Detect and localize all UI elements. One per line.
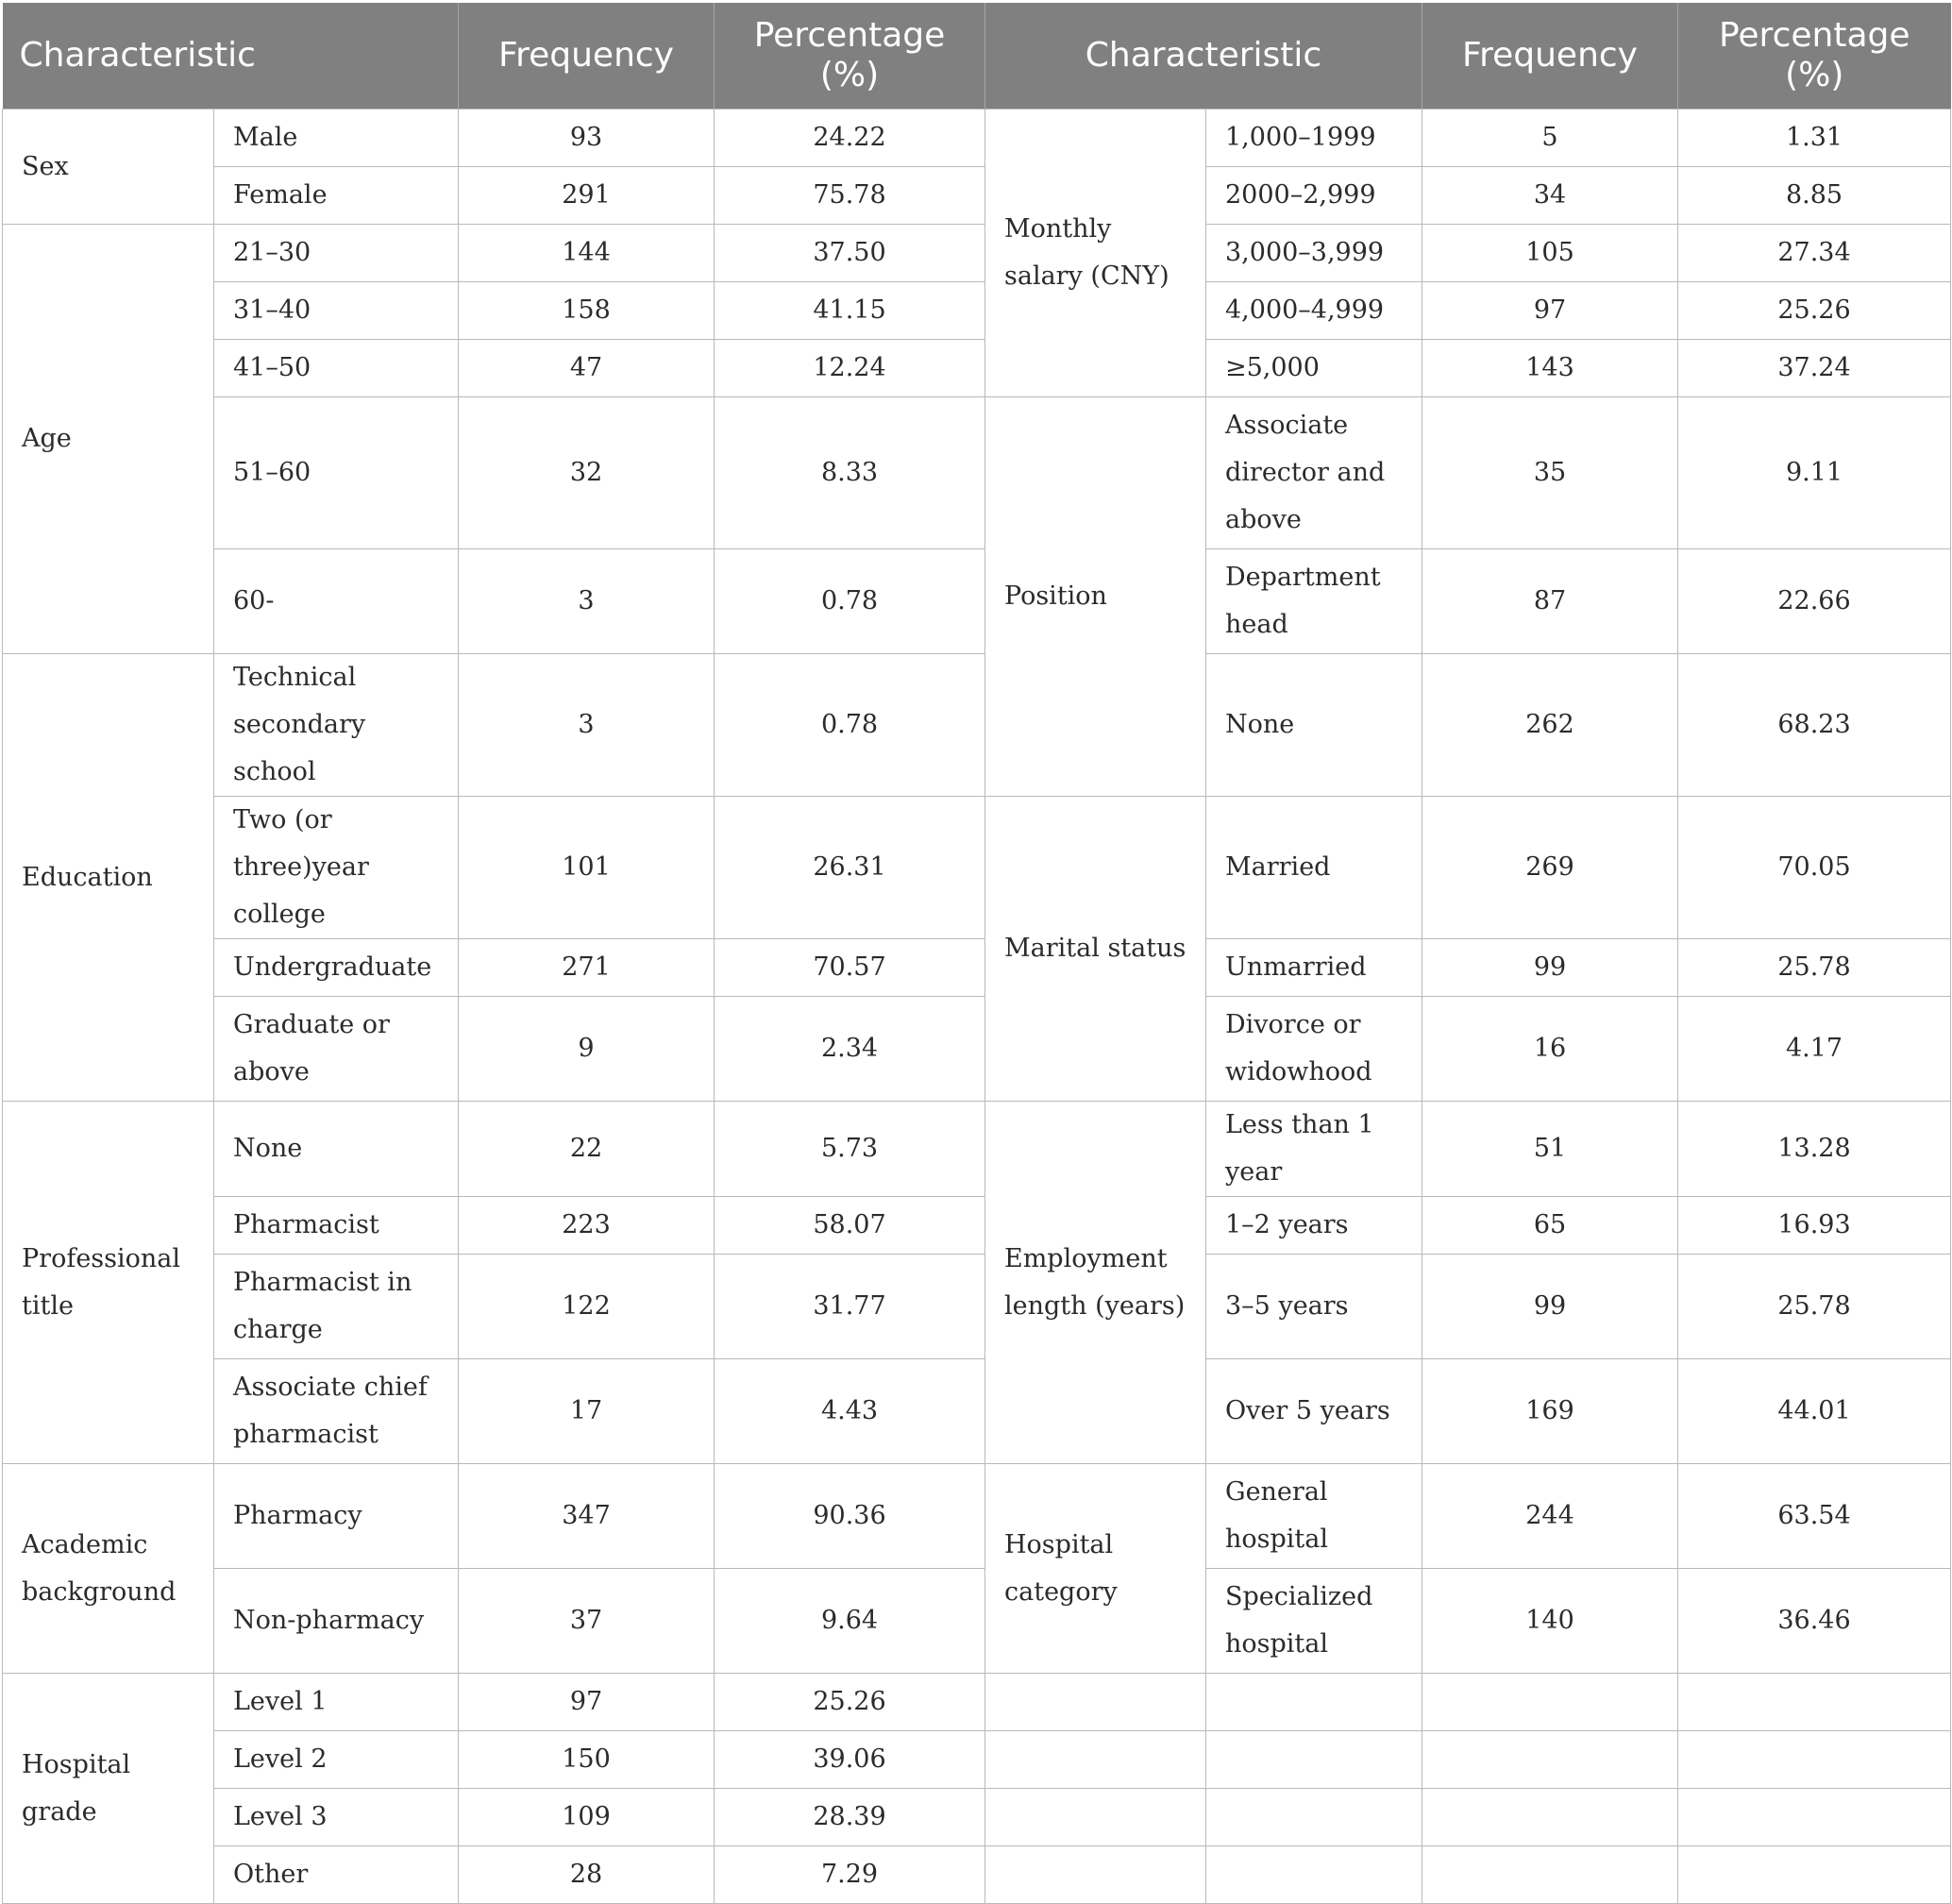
frequency-cell: 223 xyxy=(459,1197,715,1255)
sub-label: 41–50 xyxy=(214,340,459,397)
frequency-cell: 99 xyxy=(1422,939,1678,997)
frequency-cell: 93 xyxy=(459,110,715,167)
empty-cell xyxy=(1422,1846,1678,1904)
frequency-cell: 158 xyxy=(459,282,715,340)
percentage-cell: 41.15 xyxy=(715,282,985,340)
percentage-cell: 37.24 xyxy=(1678,340,1951,397)
header-percentage-right xyxy=(1678,3,1951,110)
table-row xyxy=(3,167,1951,225)
sub-label: 1,000–1999 xyxy=(1206,110,1422,167)
frequency-cell: 5 xyxy=(1422,110,1678,167)
empty-cell xyxy=(1206,1846,1422,1904)
category-position: Position xyxy=(985,397,1206,797)
frequency-cell: 22 xyxy=(459,1102,715,1197)
frequency-cell: 269 xyxy=(1422,797,1678,939)
table-row xyxy=(3,282,1951,340)
percentage-cell: 12.24 xyxy=(715,340,985,397)
percentage-cell: 9.11 xyxy=(1678,397,1951,549)
header-percentage-line2: (%) xyxy=(819,56,880,94)
sub-label: Undergraduate xyxy=(214,939,459,997)
percentage-cell: 4.17 xyxy=(1678,997,1951,1102)
sub-label: Female xyxy=(214,167,459,225)
table-row xyxy=(3,1731,1951,1789)
sub-label: Male xyxy=(214,110,459,167)
frequency-cell: 262 xyxy=(1422,654,1678,797)
frequency-cell: 101 xyxy=(459,797,715,939)
header-characteristic-right: Characteristic xyxy=(985,3,1422,110)
frequency-cell: 244 xyxy=(1422,1464,1678,1569)
sub-label: 2000–2,999 xyxy=(1206,167,1422,225)
frequency-cell: 169 xyxy=(1422,1359,1678,1464)
percentage-cell: 24.22 xyxy=(715,110,985,167)
percentage-cell: 68.23 xyxy=(1678,654,1951,797)
sub-label: Technical secondary school xyxy=(214,654,459,797)
percentage-cell: 0.78 xyxy=(715,549,985,654)
sub-label: Divorce or widowhood xyxy=(1206,997,1422,1102)
percentage-cell: 2.34 xyxy=(715,997,985,1102)
table-row xyxy=(3,654,1951,797)
frequency-cell: 17 xyxy=(459,1359,715,1464)
table-row xyxy=(3,1674,1951,1731)
header-percentage-right-line1: Percentage xyxy=(1718,16,1910,55)
category-academic-background: Academic background xyxy=(3,1464,214,1674)
empty-cell xyxy=(1678,1846,1951,1904)
table-row xyxy=(3,797,1951,939)
percentage-cell: 8.33 xyxy=(715,397,985,549)
table-row xyxy=(3,1464,1951,1569)
frequency-cell: 271 xyxy=(459,939,715,997)
sub-label: Unmarried xyxy=(1206,939,1422,997)
sub-label: 21–30 xyxy=(214,225,459,282)
frequency-cell: 37 xyxy=(459,1569,715,1674)
percentage-cell: 25.26 xyxy=(1678,282,1951,340)
percentage-cell: 70.57 xyxy=(715,939,985,997)
category-professional-title: Professional title xyxy=(3,1102,214,1464)
percentage-cell: 25.26 xyxy=(715,1674,985,1731)
sub-label: 51–60 xyxy=(214,397,459,549)
table-row xyxy=(3,397,1951,549)
sub-label: Other xyxy=(214,1846,459,1904)
percentage-cell: 63.54 xyxy=(1678,1464,1951,1569)
percentage-cell: 7.29 xyxy=(715,1846,985,1904)
sub-label: None xyxy=(214,1102,459,1197)
table-row xyxy=(3,549,1951,654)
empty-cell xyxy=(985,1789,1206,1846)
empty-cell xyxy=(1422,1674,1678,1731)
frequency-cell: 99 xyxy=(1422,1255,1678,1359)
frequency-cell: 34 xyxy=(1422,167,1678,225)
empty-cell xyxy=(1678,1731,1951,1789)
sub-label: Department head xyxy=(1206,549,1422,654)
percentage-cell: 70.05 xyxy=(1678,797,1951,939)
sub-label: Level 3 xyxy=(214,1789,459,1846)
percentage-cell: 44.01 xyxy=(1678,1359,1951,1464)
sub-label: Non-pharmacy xyxy=(214,1569,459,1674)
header-frequency-right: Frequency xyxy=(1422,3,1678,110)
sub-label: Married xyxy=(1206,797,1422,939)
sub-label: Level 2 xyxy=(214,1731,459,1789)
empty-cell xyxy=(985,1731,1206,1789)
category-employment-length: Employment length (years) xyxy=(985,1102,1206,1464)
percentage-cell: 37.50 xyxy=(715,225,985,282)
frequency-cell: 109 xyxy=(459,1789,715,1846)
empty-cell xyxy=(1206,1674,1422,1731)
empty-cell xyxy=(1206,1731,1422,1789)
sub-label: Less than 1 year xyxy=(1206,1102,1422,1197)
sub-label: Specialized hospital xyxy=(1206,1569,1422,1674)
sub-label: General hospital xyxy=(1206,1464,1422,1569)
sub-label: Pharmacy xyxy=(214,1464,459,1569)
frequency-cell: 140 xyxy=(1422,1569,1678,1674)
table-row xyxy=(3,1846,1951,1904)
percentage-cell: 13.28 xyxy=(1678,1102,1951,1197)
table-header xyxy=(3,3,1951,110)
frequency-cell: 143 xyxy=(1422,340,1678,397)
percentage-cell: 9.64 xyxy=(715,1569,985,1674)
category-sex: Sex xyxy=(3,110,214,225)
frequency-cell: 150 xyxy=(459,1731,715,1789)
frequency-cell: 97 xyxy=(1422,282,1678,340)
frequency-cell: 347 xyxy=(459,1464,715,1569)
table-row xyxy=(3,997,1951,1102)
header-characteristic: Characteristic xyxy=(3,3,459,110)
frequency-cell: 3 xyxy=(459,654,715,797)
table-row xyxy=(3,1102,1951,1197)
category-hospital-category: Hospital category xyxy=(985,1464,1206,1674)
table-row xyxy=(3,939,1951,997)
category-hospital-grade: Hospital grade xyxy=(3,1674,214,1904)
frequency-cell: 47 xyxy=(459,340,715,397)
sub-label: 31–40 xyxy=(214,282,459,340)
frequency-cell: 291 xyxy=(459,167,715,225)
frequency-cell: 97 xyxy=(459,1674,715,1731)
sub-label: 1–2 years xyxy=(1206,1197,1422,1255)
sub-label: Associate director and above xyxy=(1206,397,1422,549)
percentage-cell: 90.36 xyxy=(715,1464,985,1569)
empty-cell xyxy=(1206,1789,1422,1846)
header-percentage xyxy=(715,3,985,110)
frequency-cell: 35 xyxy=(1422,397,1678,549)
frequency-cell: 87 xyxy=(1422,549,1678,654)
sub-label: ≥5,000 xyxy=(1206,340,1422,397)
header-percentage-right-line2: (%) xyxy=(1785,56,1844,94)
empty-cell xyxy=(985,1846,1206,1904)
table-row xyxy=(3,225,1951,282)
percentage-cell: 28.39 xyxy=(715,1789,985,1846)
empty-cell xyxy=(1422,1789,1678,1846)
category-education: Education xyxy=(3,654,214,1102)
table-row xyxy=(3,110,1951,167)
sub-label: Level 1 xyxy=(214,1674,459,1731)
frequency-cell: 144 xyxy=(459,225,715,282)
percentage-cell: 25.78 xyxy=(1678,939,1951,997)
percentage-cell: 75.78 xyxy=(715,167,985,225)
sub-label: 3–5 years xyxy=(1206,1255,1422,1359)
percentage-cell: 26.31 xyxy=(715,797,985,939)
frequency-cell: 9 xyxy=(459,997,715,1102)
header-percentage-line1: Percentage xyxy=(753,16,946,55)
sub-label: Over 5 years xyxy=(1206,1359,1422,1464)
table-row xyxy=(3,1197,1951,1255)
frequency-cell: 105 xyxy=(1422,225,1678,282)
percentage-cell: 8.85 xyxy=(1678,167,1951,225)
sub-label: Two (or three)year college xyxy=(214,797,459,939)
percentage-cell: 25.78 xyxy=(1678,1255,1951,1359)
frequency-cell: 16 xyxy=(1422,997,1678,1102)
table-row xyxy=(3,340,1951,397)
table-row xyxy=(3,1569,1951,1674)
header-frequency: Frequency xyxy=(459,3,715,110)
table-row xyxy=(3,1359,1951,1464)
category-marital-status: Marital status xyxy=(985,797,1206,1102)
table-row xyxy=(3,1789,1951,1846)
percentage-cell: 31.77 xyxy=(715,1255,985,1359)
empty-cell xyxy=(1422,1731,1678,1789)
sub-label: 3,000–3,999 xyxy=(1206,225,1422,282)
empty-cell xyxy=(985,1674,1206,1731)
table-row xyxy=(3,1255,1951,1359)
percentage-cell: 22.66 xyxy=(1678,549,1951,654)
percentage-cell: 27.34 xyxy=(1678,225,1951,282)
percentage-cell: 39.06 xyxy=(715,1731,985,1789)
characteristics-table xyxy=(2,3,1951,1904)
frequency-cell: 28 xyxy=(459,1846,715,1904)
frequency-cell: 3 xyxy=(459,549,715,654)
percentage-cell: 16.93 xyxy=(1678,1197,1951,1255)
percentage-cell: 36.46 xyxy=(1678,1569,1951,1674)
frequency-cell: 65 xyxy=(1422,1197,1678,1255)
sub-label: Graduate or above xyxy=(214,997,459,1102)
sub-label: None xyxy=(1206,654,1422,797)
frequency-cell: 51 xyxy=(1422,1102,1678,1197)
percentage-cell: 0.78 xyxy=(715,654,985,797)
sub-label: Pharmacist in charge xyxy=(214,1255,459,1359)
frequency-cell: 122 xyxy=(459,1255,715,1359)
sub-label: Associate chief pharmacist xyxy=(214,1359,459,1464)
sub-label: 60- xyxy=(214,549,459,654)
sub-label: 4,000–4,999 xyxy=(1206,282,1422,340)
category-monthly-salary: Monthly salary (CNY) xyxy=(985,110,1206,397)
frequency-cell: 32 xyxy=(459,397,715,549)
percentage-cell: 5.73 xyxy=(715,1102,985,1197)
percentage-cell: 1.31 xyxy=(1678,110,1951,167)
percentage-cell: 58.07 xyxy=(715,1197,985,1255)
sub-label: Pharmacist xyxy=(214,1197,459,1255)
category-age: Age xyxy=(3,225,214,654)
empty-cell xyxy=(1678,1789,1951,1846)
percentage-cell: 4.43 xyxy=(715,1359,985,1464)
empty-cell xyxy=(1678,1674,1951,1731)
